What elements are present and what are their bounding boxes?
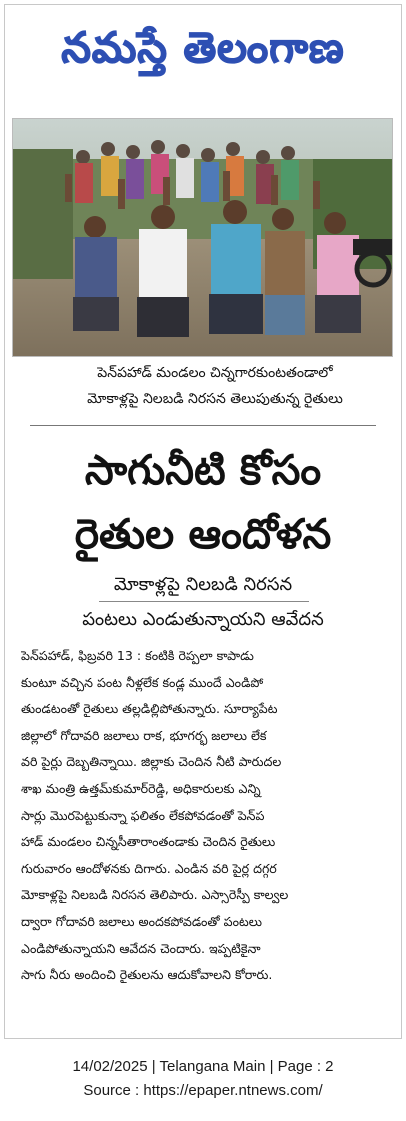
body-line: హాడ్ మండలం చిన్నసీతారాంతండాకు చెందిన రైతులు bbox=[21, 834, 276, 850]
divider bbox=[30, 425, 376, 426]
body-line: వరి పైర్లు దెబ్బతిన్నాయి. జిల్లాకు చెందిన నీటి పారుదల bbox=[21, 754, 282, 770]
body-line: ఎండిపోతున్నాయని ఆవేదన చెందారు. ఇప్పటికైనా bbox=[21, 940, 261, 956]
body-line: కుంటూ వచ్చిన పంట నీళ్లలేక కండ్ల ముందే ఎండిపో bbox=[21, 674, 264, 690]
body-line: తుండటంతో రైతులు తల్లడిల్లిపోతున్నారు. సూర్యాపేట bbox=[21, 701, 278, 717]
article-body bbox=[21, 643, 385, 989]
caption-line-1: పెన్‌పహాడ్ మండలం చిన్నగారకుంటతండాలో bbox=[97, 365, 333, 381]
footer-source: Source : https://epaper.ntnews.com/ bbox=[83, 1082, 323, 1099]
body-line: గురువారం ఆందోళనకు దిగారు. ఎండిన వరి పైర్ల దగ్గర bbox=[21, 860, 277, 876]
body-line: సాగు నీరు అందించి రైతులను ఆదుకోవాలని కోరారు. bbox=[21, 967, 273, 983]
photo-caption bbox=[55, 360, 375, 412]
subheading-divider bbox=[99, 601, 309, 602]
body-line: సార్లు మొరపెట్టుకున్నా ఫలితం లేకపోవడంతో పెన్‌ప bbox=[21, 807, 265, 823]
article-clipping bbox=[4, 4, 402, 1039]
farmers-protest-photo bbox=[13, 119, 393, 357]
body-line: జిల్లాలో గోదావరి జలాలు రాక, భూగర్భ జలాలు లేక bbox=[21, 727, 267, 743]
body-line: శాఖ మంత్రి ఉత్తమ్‌కుమార్‌రెడ్డి, అధికారులకు ఎన్ని bbox=[21, 780, 261, 796]
subheading-1: మోకాళ్లపై నిలబడి నిరసన bbox=[113, 574, 293, 595]
masthead-title: నమస్తే తెలంగాణ bbox=[61, 23, 345, 72]
body-line: మోకాళ్లపై నిలబడి నిరసన తెలిపారు. ఎస్సారెస్పీ కాల్వల bbox=[21, 887, 289, 903]
body-line: ద్వారా గోదావరి జలాలు అందకపోవడంతో పంటలు bbox=[21, 913, 262, 929]
body-line: పెన్‌పహాడ్, ఫిబ్రవరి 13 : కంటికి రెప్పలా కాపాడు bbox=[21, 648, 254, 663]
footer-date-edition: 14/02/2025 | Telangana Main | Page : 2 bbox=[72, 1058, 334, 1075]
headline-line-1: సాగునీటి కోసం bbox=[84, 446, 322, 494]
subheading-2: పంటలు ఎండుతున్నాయని ఆవేదన bbox=[82, 609, 324, 630]
news-photo bbox=[12, 118, 393, 357]
newspaper-masthead bbox=[5, 5, 401, 101]
caption-line-2: మోకాళ్లపై నిలబడి నిరసన తెలుపుతున్న రైతులు bbox=[87, 391, 343, 407]
headline-line-2: రైతుల ఆందోళన bbox=[74, 510, 332, 558]
